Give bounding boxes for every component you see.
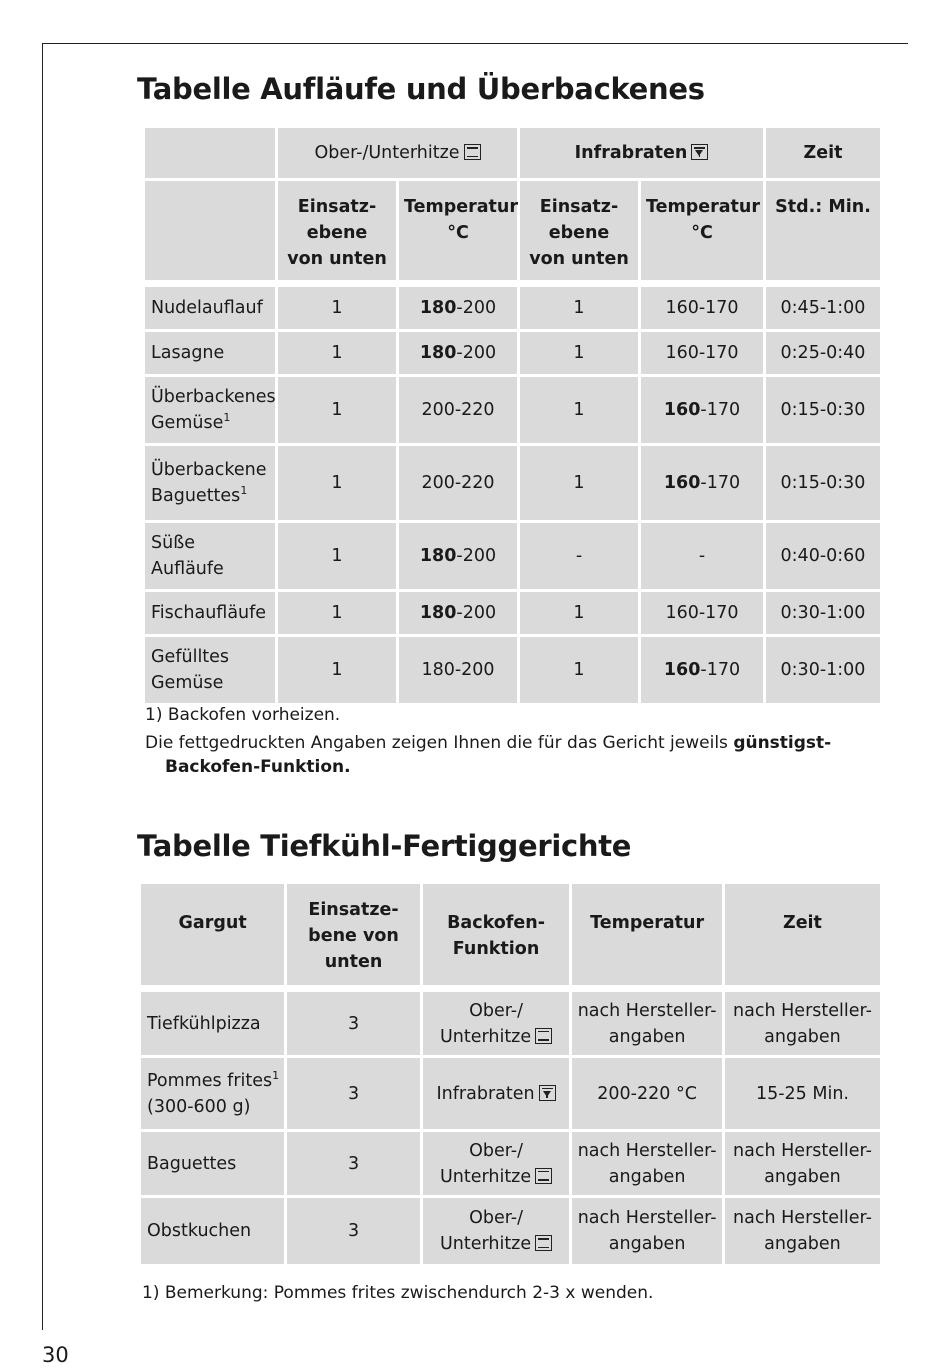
level-2-value: 1	[573, 298, 585, 318]
header-ober-unterhitze	[278, 128, 517, 178]
row-food-name	[141, 1058, 284, 1129]
level-value: 3	[347, 1083, 360, 1104]
temperature-2-optimal: 160	[663, 660, 701, 680]
footnote-marker: 1	[272, 1068, 280, 1082]
level-value: 3	[347, 1013, 360, 1034]
subheader-level-1: Einsatz- ebene von unten	[278, 181, 396, 280]
header-food: Gargut	[141, 884, 284, 985]
time-value: 15-25 Min.	[755, 1083, 849, 1104]
row-level-1	[278, 523, 396, 589]
temperature-1-value: -200	[456, 343, 497, 363]
temperature-2-optimal: 160	[663, 400, 701, 420]
temperature-1-value: -200	[456, 546, 497, 566]
row-oven-function	[423, 1132, 569, 1195]
row-temperature-2	[641, 637, 763, 703]
row-time	[725, 1058, 880, 1129]
food-name-text: Obstkuchen	[147, 1221, 252, 1241]
frozen-meals-table	[138, 881, 883, 1267]
row-level-2	[520, 637, 638, 703]
section1-title: Tabelle Aufläufe und Überbackenes	[137, 72, 705, 106]
row-level-2	[520, 377, 638, 443]
row-level-1	[278, 377, 396, 443]
row-temperature-1	[399, 332, 517, 374]
temperature-value: nach Hersteller- angaben	[577, 1140, 717, 1187]
row-temperature-1	[399, 523, 517, 589]
row-time	[766, 446, 880, 520]
level-2-value: 1	[573, 400, 585, 420]
row-food-name	[145, 523, 275, 589]
footnote-preheat: 1) Backofen vorheizen.	[145, 705, 341, 725]
header-infrabraten-label: Infrabraten	[574, 143, 688, 163]
time-value: 0:25-0:40	[780, 343, 866, 363]
row-oven-function	[423, 1198, 569, 1264]
row-temperature	[572, 1058, 722, 1129]
row-level-1	[278, 332, 396, 374]
temperature-1-value: -200	[456, 298, 497, 318]
level-1-value: 1	[331, 343, 343, 363]
row-level-1	[278, 287, 396, 329]
row-level-2	[520, 523, 638, 589]
row-food-name	[141, 992, 284, 1055]
time-value: nach Hersteller- angaben	[733, 1000, 872, 1047]
row-temperature-1	[399, 446, 517, 520]
footnote-bold-2: Backofen-Funktion.	[165, 757, 351, 777]
table-row	[145, 287, 880, 329]
header-temperature: Temperatur	[572, 884, 722, 985]
header-empty-cell	[145, 128, 275, 178]
row-level	[287, 992, 420, 1055]
subheader-time-unit: Std.: Min.	[766, 181, 880, 280]
temperature-value: nach Hersteller- angaben	[577, 1208, 717, 1254]
row-temperature	[572, 1132, 722, 1195]
row-level-1	[278, 446, 396, 520]
temperature-1-value: -200	[456, 603, 497, 623]
footnote-bold-1: günstigst-	[733, 733, 832, 753]
level-1-value: 1	[331, 473, 343, 493]
food-name-text: Süße Aufläufe	[151, 533, 224, 579]
row-time	[766, 332, 880, 374]
page-number: 30	[42, 1343, 69, 1367]
temperature-value: nach Hersteller- angaben	[577, 1000, 717, 1047]
row-temperature-2	[641, 446, 763, 520]
temperature-1-value: 200-220	[421, 473, 495, 493]
row-level	[287, 1058, 420, 1129]
row-temperature-1	[399, 377, 517, 443]
subheader-temperature-1: Temperatur °C	[399, 181, 517, 280]
row-temperature-2	[641, 377, 763, 443]
row-temperature	[572, 1198, 722, 1264]
casserole-table	[142, 125, 883, 706]
level-1-value: 1	[331, 298, 343, 318]
time-value: nach Hersteller- angaben	[733, 1140, 872, 1187]
temperature-2-optimal: 160	[663, 473, 701, 493]
food-name-text: Lasagne	[151, 343, 225, 363]
row-food-name	[145, 446, 275, 520]
header-ober-unterhitze-label: Ober-/Unterhitze	[314, 143, 460, 163]
row-time	[766, 592, 880, 634]
food-quantity-text: (300-600 g)	[147, 1096, 251, 1117]
footnote-pommes: 1) Bemerkung: Pommes frites zwischendurch 2-3 x wenden.	[142, 1283, 654, 1303]
food-name-text: Baguettes	[147, 1153, 237, 1174]
level-value: 3	[347, 1153, 360, 1174]
food-name-text: Gefülltes Gemüse	[151, 647, 230, 693]
header-time: Zeit	[766, 128, 880, 178]
footnote-marker: 1	[240, 484, 248, 497]
infrabraten-icon	[539, 1085, 556, 1101]
row-temperature-2	[641, 332, 763, 374]
row-time	[725, 1198, 880, 1264]
food-name-text: Überbackene Baguettes	[151, 460, 267, 506]
row-time	[766, 377, 880, 443]
row-temperature-2	[641, 592, 763, 634]
row-temperature-1	[399, 637, 517, 703]
row-time	[766, 287, 880, 329]
table-row	[145, 637, 880, 703]
row-food-name	[145, 377, 275, 443]
temperature-1-optimal: 180	[419, 298, 457, 318]
row-temperature	[572, 992, 722, 1055]
level-2-value: 1	[573, 603, 585, 623]
ober-unterhitze-icon	[535, 1235, 552, 1251]
level-1-value: 1	[331, 400, 343, 420]
row-level-2	[520, 592, 638, 634]
row-level	[287, 1198, 420, 1264]
level-1-value: 1	[331, 660, 343, 680]
row-food-name	[141, 1198, 284, 1264]
table-row	[141, 992, 880, 1055]
oven-function-text: Infrabraten	[436, 1083, 535, 1104]
table-row	[141, 1058, 880, 1129]
time-value: nach Hersteller- angaben	[733, 1208, 872, 1254]
row-food-name	[145, 592, 275, 634]
table-row	[145, 592, 880, 634]
temperature-2-value: -170	[700, 660, 741, 680]
oven-function-text: Ober-/ Unterhitze	[439, 1208, 532, 1254]
time-value: 0:45-1:00	[780, 298, 866, 318]
row-level-1	[278, 592, 396, 634]
header-time: Zeit	[725, 884, 880, 985]
food-name-text: Tiefkühlpizza	[147, 1013, 261, 1034]
row-temperature-2	[641, 287, 763, 329]
row-food-name	[145, 332, 275, 374]
temperature-2-value: -	[698, 546, 706, 566]
temperature-value: 200-220 °C	[597, 1083, 697, 1104]
row-level-2	[520, 287, 638, 329]
page-frame-top-rule	[42, 43, 908, 44]
subheader-level-2: Einsatz- ebene von unten	[520, 181, 638, 280]
time-value: 0:30-1:00	[780, 603, 866, 623]
row-oven-function	[423, 1058, 569, 1129]
header-level: Einsatze- bene von unten	[287, 884, 420, 985]
table-row	[145, 523, 880, 589]
temperature-2-value: -170	[700, 473, 741, 493]
temperature-1-optimal: 180	[419, 343, 457, 363]
row-level	[287, 1132, 420, 1195]
temperature-2-value: -170	[700, 400, 741, 420]
row-temperature-1	[399, 287, 517, 329]
temperature-2-value: 160-170	[665, 343, 739, 363]
footnote-bold-explanation	[145, 731, 865, 779]
level-2-value: 1	[573, 343, 585, 363]
table-row	[145, 446, 880, 520]
time-value: 0:40-0:60	[780, 546, 866, 566]
table-row	[141, 1198, 880, 1264]
food-name-text: Überbackenes Gemüse	[151, 387, 276, 433]
food-name-text: Nudelauflauf	[151, 298, 263, 318]
ober-unterhitze-icon	[464, 144, 481, 160]
footnote-marker: 1	[223, 411, 231, 424]
row-time	[725, 992, 880, 1055]
time-value: 0:30-1:00	[780, 660, 866, 680]
footnote-text: Die fettgedruckten Angaben zeigen Ihnen die für das Gericht jeweils	[145, 733, 734, 753]
table-row	[145, 377, 880, 443]
ober-unterhitze-icon	[535, 1168, 552, 1184]
temperature-1-value: 180-200	[421, 660, 495, 680]
food-name-text: Pommes frites	[147, 1070, 273, 1091]
row-level-1	[278, 637, 396, 703]
row-time	[766, 637, 880, 703]
time-value: 0:15-0:30	[780, 473, 866, 493]
row-food-name	[141, 1132, 284, 1195]
row-oven-function	[423, 992, 569, 1055]
temperature-2-value: 160-170	[665, 298, 739, 318]
row-time	[725, 1132, 880, 1195]
row-temperature-2	[641, 523, 763, 589]
temperature-2-value: 160-170	[665, 603, 739, 623]
row-level-2	[520, 332, 638, 374]
level-1-value: 1	[331, 546, 343, 566]
level-2-value: -	[575, 546, 583, 566]
table-row	[145, 332, 880, 374]
subheader-empty-cell	[145, 181, 275, 280]
oven-function-text: Ober-/ Unterhitze	[439, 1140, 532, 1187]
page-frame-left-rule	[42, 43, 43, 1330]
food-name-text: Fischaufläufe	[151, 603, 267, 623]
level-2-value: 1	[573, 473, 585, 493]
row-temperature-1	[399, 592, 517, 634]
header-infrabraten	[520, 128, 763, 178]
row-food-name	[145, 637, 275, 703]
table-row	[141, 1132, 880, 1195]
temperature-1-optimal: 180	[419, 603, 457, 623]
temperature-1-value: 200-220	[421, 400, 495, 420]
section2-title: Tabelle Tiefkühl-Fertiggerichte	[137, 829, 632, 863]
row-time	[766, 523, 880, 589]
level-value: 3	[347, 1221, 360, 1241]
subheader-temperature-2: Temperatur °C	[641, 181, 763, 280]
ober-unterhitze-icon	[535, 1028, 552, 1044]
infrabraten-icon	[691, 144, 708, 160]
level-2-value: 1	[573, 660, 585, 680]
oven-function-text: Ober-/ Unterhitze	[439, 1000, 532, 1047]
temperature-1-optimal: 180	[419, 546, 457, 566]
time-value: 0:15-0:30	[780, 400, 866, 420]
row-level-2	[520, 446, 638, 520]
row-food-name	[145, 287, 275, 329]
header-function: Backofen- Funktion	[423, 884, 569, 985]
level-1-value: 1	[331, 603, 343, 623]
